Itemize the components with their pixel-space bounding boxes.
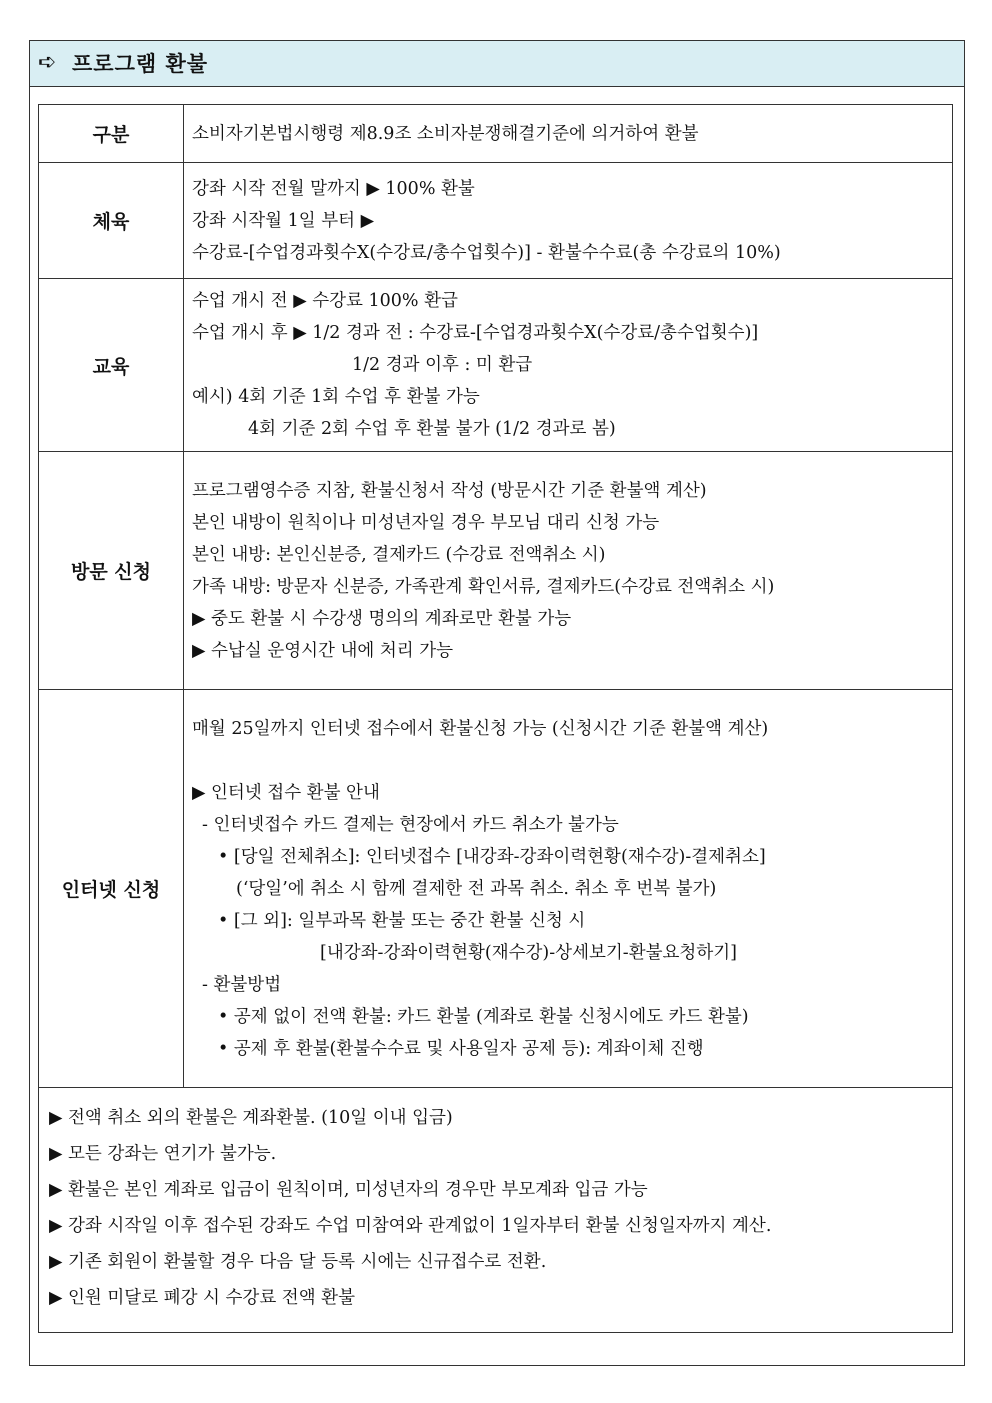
- content-line: • [당일 전체취소]: 인터넷접수 [내강좌-강좌이력현황(재수강)-결제취소]: [218, 846, 766, 867]
- content-line: 소비자기본법시행령 제8.9조 소비자분쟁해결기준에 의거하여 환불: [192, 123, 699, 144]
- row-content: [184, 452, 953, 690]
- content-line: - 환불방법: [202, 974, 282, 995]
- content-line: 수업 개시 전 ▶ 수강료 100% 환급: [192, 291, 458, 311]
- table-row-notes: [39, 1088, 953, 1333]
- content-line: 가족 내방: 방문자 신분증, 가족관계 확인서류, 결제카드(수강료 전액취소 시): [192, 576, 775, 597]
- content-line: 매월 25일까지 인터넷 접수에서 환불신청 가능 (신청시간 기준 환불액 계산): [192, 718, 769, 739]
- row-content: [184, 690, 953, 1088]
- spacer: [192, 745, 944, 777]
- note-item: ▶ 모든 강좌는 연기가 불가능.: [49, 1144, 277, 1164]
- content-line: 1/2 경과 이후 : 미 환급: [352, 355, 533, 375]
- content-line: ▶ 중도 환불 시 수강생 명의의 계좌로만 환불 가능: [192, 608, 572, 629]
- row-label: 교육: [39, 279, 184, 452]
- content-line: • 공제 후 환불(환불수수료 및 사용일자 공제 등): 계좌이체 진행: [218, 1038, 704, 1059]
- table-row-education: [39, 279, 953, 452]
- table-row-sports: [39, 163, 953, 279]
- section-title: 프로그램 환불: [72, 51, 209, 76]
- row-label: 방문 신청: [39, 452, 184, 690]
- content-line: 프로그램영수증 지참, 환불신청서 작성 (방문시간 기준 환불액 계산): [192, 480, 707, 501]
- content-line: 본인 내방: 본인신분증, 결제카드 (수강료 전액취소 시): [192, 544, 606, 565]
- row-label: 인터넷 신청: [39, 690, 184, 1088]
- section-header: [30, 41, 964, 87]
- content-line: - 인터넷접수 카드 결제는 현장에서 카드 취소가 불가능: [202, 814, 619, 835]
- note-item: ▶ 환불은 본인 계좌로 입금이 원칙이며, 미성년자의 경우만 부모계좌 입금 가능: [49, 1180, 648, 1200]
- content-line: 수업 개시 후 ▶ 1/2 경과 전 : 수강료-[수업경과횟수X(수강료/총수업횟수)]: [192, 323, 759, 343]
- content-line: ▶ 인터넷 접수 환불 안내: [192, 782, 380, 803]
- row-label: 구분: [39, 105, 184, 163]
- row-content: [184, 279, 953, 452]
- right-arrow-icon: ➪: [38, 50, 57, 75]
- content-line: 수강료-[수업경과횟수X(수강료/총수업횟수)] - 환불수수료(총 수강료의 10%): [192, 242, 781, 263]
- refund-section: [29, 40, 965, 1366]
- refund-policy-table: [38, 104, 953, 1333]
- table-row-visit-application: [39, 452, 953, 690]
- row-content: [184, 105, 953, 163]
- content-line: 예시) 4회 기준 1회 수업 후 환불 가능: [192, 387, 480, 407]
- content-line: ▶ 수납실 운영시간 내에 처리 가능: [192, 640, 454, 661]
- table-row-category: [39, 105, 953, 163]
- content-line: • 공제 없이 전액 환불: 카드 환불 (계좌로 환불 신청시에도 카드 환불): [218, 1006, 749, 1027]
- content-line: 본인 내방이 원칙이나 미성년자일 경우 부모님 대리 신청 가능: [192, 512, 660, 533]
- content-line: • [그 외]: 일부과목 환불 또는 중간 환불 신청 시: [218, 910, 586, 931]
- note-item: ▶ 전액 취소 외의 환불은 계좌환불. (10일 이내 입금): [49, 1108, 453, 1128]
- content-line: 강좌 시작월 1일 부터 ▶: [192, 210, 375, 231]
- notes-cell: [39, 1088, 953, 1333]
- note-item: ▶ 인원 미달로 폐강 시 수강료 전액 환불: [49, 1288, 355, 1308]
- content-line: [내강좌-강좌이력현황(재수강)-상세보기-환불요청하기]: [320, 942, 737, 963]
- row-label: 체육: [39, 163, 184, 279]
- note-item: ▶ 기존 회원이 환불할 경우 다음 달 등록 시에는 신규접수로 전환.: [49, 1252, 547, 1272]
- table-row-internet-application: [39, 690, 953, 1088]
- content-line: 4회 기준 2회 수업 후 환불 불가 (1/2 경과로 봄): [248, 419, 616, 439]
- content-line: (‘당일’에 취소 시 함께 결제한 전 과목 취소. 취소 후 번복 불가): [236, 878, 717, 899]
- row-content: [184, 163, 953, 279]
- content-line: 강좌 시작 전월 말까지 ▶ 100% 환불: [192, 178, 475, 199]
- note-item: ▶ 강좌 시작일 이후 접수된 강좌도 수업 미참여와 관계없이 1일자부터 환불 신청일자까지 계산.: [49, 1216, 772, 1236]
